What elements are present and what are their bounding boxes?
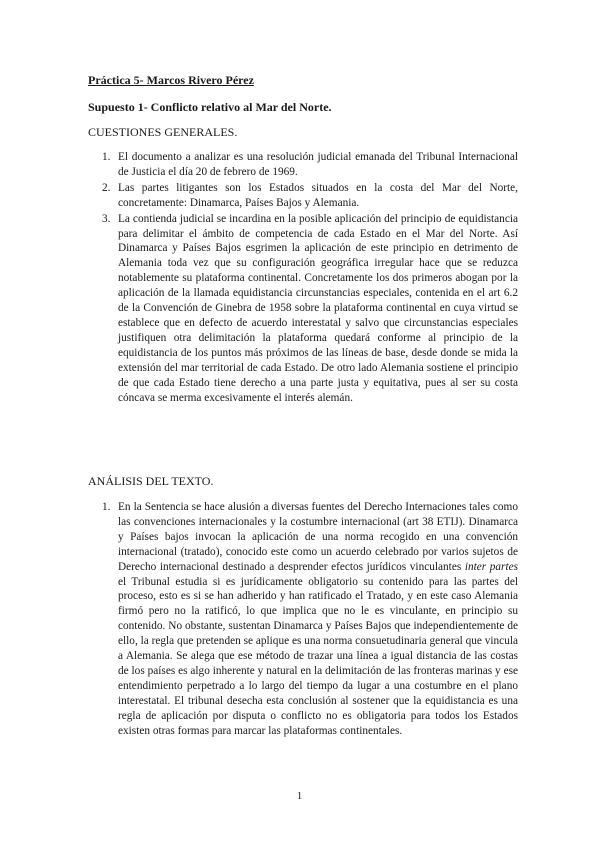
list-item-text: La contienda judicial se incardina en la posible aplicación del principio de equidistancia para delimitar el ámbito de competencia de cada Estado en el Mar del Norte. Así Dinamarca y Países Bajos esgrimen la aplicación de este principio en detrimento de Alemania toda vez que su configuración geográfica irregular hace que se reduzca notablemente su plataforma continental. Concretamente los dos primeros abogan por la aplicación de la llamada equidistancia circunstancias especiales, contenida en el art 6.2 de la Convención de Ginebra de 1958 sobre la plataforma continental en cuya virtud se establece que en defecto de acuerdo interestatal y salvo que circunstancias especiales justifiquen otra delimitación la plataforma quedará conforme al principio de la equidistancia de los puntos más próximos de las líneas de base, desde donde se mida la extensión del mar territorial de cada Estado. De otro lado Alemania sostiene el principio de que cada Estado tiene derecho a una parte justa y equitativa, pues al ser su costa cóncava se merma excesivamente el interés alemán. bbox=[118, 212, 518, 404]
list-item-text: Las partes litigantes son los Estados situados en la costa del Mar del Norte, concretamente: Dinamarca, Países Bajos y Alemania. bbox=[118, 181, 518, 209]
section-heading-cuestiones: CUESTIONES GENERALES. bbox=[88, 125, 238, 139]
list-item bbox=[88, 500, 518, 739]
document-subtitle: Supuesto 1- Conflicto relativo al Mar del Norte. bbox=[88, 100, 332, 114]
list-item bbox=[88, 181, 518, 211]
list-item-text: El documento a analizar es una resolución judicial emanada del Tribunal Internacional de Justicia el día 20 de febrero de 1969. bbox=[118, 151, 518, 178]
section-heading-analisis: ANÁLISIS DEL TEXTO. bbox=[88, 474, 214, 488]
list-item-number: 2. bbox=[102, 181, 111, 194]
list-item bbox=[88, 150, 518, 180]
list-item bbox=[88, 212, 518, 406]
document-title: Práctica 5- Marcos Rivero Pérez bbox=[88, 73, 254, 87]
analisis-list bbox=[88, 500, 518, 740]
page-number: 1 bbox=[296, 790, 303, 802]
text-segment: el Tribunal estudia si es jurídicamente obligatorio su contenido para las partes del proceso, esto es si se han adherido y han ratificado el Tratado, y en este caso Alemania firmó pero no la ratificó, lo que implica que no le es vinculante, en principio su contenido. No obstante, sustentan Dinamarca y Países Bajos que independientemente de ello, la regla que pretenden se aplique es una norma consuetudinaria general que vincula a Alemania. Se alega que ese método de trazar una línea a igual distancia de las costas de los países es algo inherente y natural en la delimitación de las fronteras marinas y ese entendimiento perpetrado a lo largo del tiempo da lugar a una costumbre en el plano interestatal. El tribunal desecha esta conclusión al sostener que la equidistancia es una regla de aplicación por disputa o conflicto no es obligatoria para todos los Estados existen otras formas para marcar las plataformas continentales. bbox=[118, 575, 518, 737]
text-segment: En la Sentencia se hace alusión a diversas fuentes del Derecho Internaciones tales como las convenciones internacionales y la costumbre internacional (art 38 ETIJ). Dinamarca y Países bajos invocan la aplicación de una norma recogido en una convención internacional (tratado), conocido este como un acuerdo celebrado por varios sujetos de Derecho internacional destinado a desprender efectos jurídicos vinculantes bbox=[118, 501, 518, 573]
cuestiones-list bbox=[88, 150, 518, 406]
italic-phrase: inter partes bbox=[464, 560, 519, 573]
list-item-number: 1. bbox=[102, 151, 111, 163]
list-item-number: 1. bbox=[102, 501, 111, 513]
list-item-text bbox=[118, 501, 518, 737]
list-item-number: 3. bbox=[102, 212, 111, 225]
